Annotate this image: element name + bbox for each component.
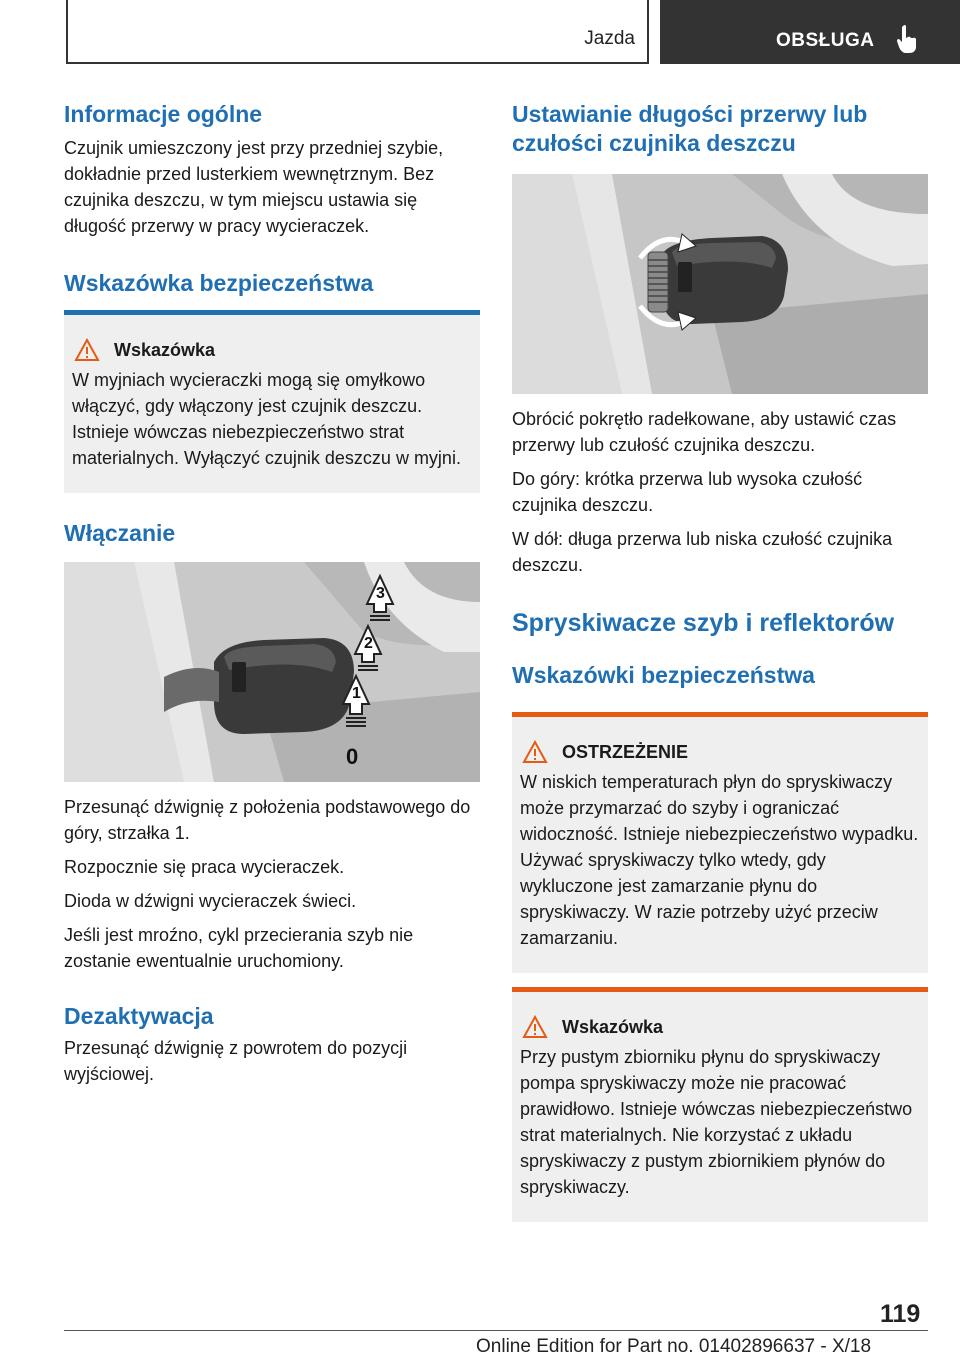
interval-text-down: W dół: długa przerwa lub niska czułość czujnika deszczu. <box>512 529 893 575</box>
warning-triangle-icon <box>74 338 100 362</box>
wiper-lever-figure <box>64 562 480 782</box>
header-section-tab <box>66 0 649 64</box>
warning-box <box>512 712 928 973</box>
heading-activation: Włączanie <box>64 520 176 546</box>
footer-divider <box>64 1330 928 1331</box>
figure-label-1: 1 <box>352 685 361 702</box>
figure-label-3: 3 <box>376 585 385 602</box>
header-chapter-tab <box>660 0 960 64</box>
heading-safety: Wskazówka bezpieczeństwa <box>64 270 374 296</box>
note-box-title <box>72 337 472 363</box>
left-column <box>64 100 480 1087</box>
note-box <box>64 310 480 493</box>
activation-step-2: Rozpocznie się praca wycieraczek. <box>64 857 345 877</box>
heading-deactivation: Dezaktywacja <box>64 1003 214 1029</box>
warning-triangle-icon <box>522 740 548 764</box>
warning-title-text: OSTRZEŻENIE <box>562 741 689 762</box>
general-text: Czujnik umieszczony jest przy przedniej szybie, dokładnie przed lusterkiem wewnętrznym. Bez czujnika deszczu, w tym miejscu ustawia się długość przerwy w pracy wycieraczek. <box>64 138 444 236</box>
heading-interval: Ustawianie długości przerwy lub czułości czujnika deszczu <box>512 101 868 156</box>
heading-washers: Spryskiwacze szyb i reflektorów <box>512 609 895 637</box>
washer-note-title <box>520 1014 920 1040</box>
warning-box-title <box>520 739 920 765</box>
header-section-title: Jazda <box>584 28 635 49</box>
note-box-text: W myjniach wycieraczki mogą się omyłkowo włączyć, gdy włączony jest czujnik deszczu. Istnieje wówczas niebezpieczeństwo strat materialnych. Wyłączyć czujnik deszczu w myjni. <box>72 370 461 468</box>
heading-washer-safety: Wskazówki bezpieczeństwa <box>512 662 815 688</box>
header-chapter-title: OBSŁUGA <box>776 30 875 51</box>
knurled-wheel-figure <box>512 174 928 394</box>
washer-note-text: Przy pustym zbiorniku płynu do spryskiwaczy pompa spryskiwaczy może nie pracować prawidłowo. Istnieje wówczas niebezpieczeństwo strat materialnych. Nie korzystać z układu spryskiwaczy z pustym zbiornikiem płynów do spryskiwaczy. <box>520 1047 913 1197</box>
activation-step-3: Dioda w dźwigni wycieraczek świeci. <box>64 891 357 911</box>
page-number: 119 <box>880 1300 921 1328</box>
heading-general: Informacje ogólne <box>64 101 263 127</box>
interval-text-1: Obrócić pokrętło radełkowane, aby ustawić czas przerwy lub czułość czujnika deszczu. <box>512 409 897 455</box>
figure-label-0: 0 <box>346 744 359 769</box>
deactivation-text: Przesunąć dźwignię z powrotem do pozycji wyjściowej. <box>64 1038 408 1084</box>
wiper-lever-illustration <box>64 562 480 782</box>
activation-step-4: Jeśli jest mroźno, cykl przecierania szyb nie zostanie ewentualnie uruchomiony. <box>64 925 414 971</box>
figure-label-2: 2 <box>364 635 373 652</box>
interval-text-up: Do góry: krótka przerwa lub wysoka czułość czujnika deszczu. <box>512 469 863 515</box>
warning-triangle-icon <box>522 1015 548 1039</box>
footer-edition: Online Edition for Part no. 01402896637 - X/18 <box>476 1336 872 1357</box>
right-column <box>512 100 928 1222</box>
knurled-wheel-illustration <box>512 174 928 394</box>
note-title-text: Wskazówka <box>114 339 216 360</box>
activation-step-1: Przesunąć dźwignię z położenia podstawowego do góry, strzałka 1. <box>64 797 471 843</box>
warning-box-text: W niskich temperaturach płyn do spryskiwaczy może przymarzać do szyby i ograniczać widoczność. Istnieje niebezpieczeństwo wypadku. Używać spryskiwaczy tylko wtedy, gdy wykluczone jest zamarzanie płynu do spryskiwaczy. W razie potrzeby użyć przeciw zamarzaniu. <box>520 772 919 948</box>
washer-note-title-text: Wskazówka <box>562 1016 664 1037</box>
washer-note-box <box>512 987 928 1222</box>
pointing-hand-icon <box>896 24 918 54</box>
